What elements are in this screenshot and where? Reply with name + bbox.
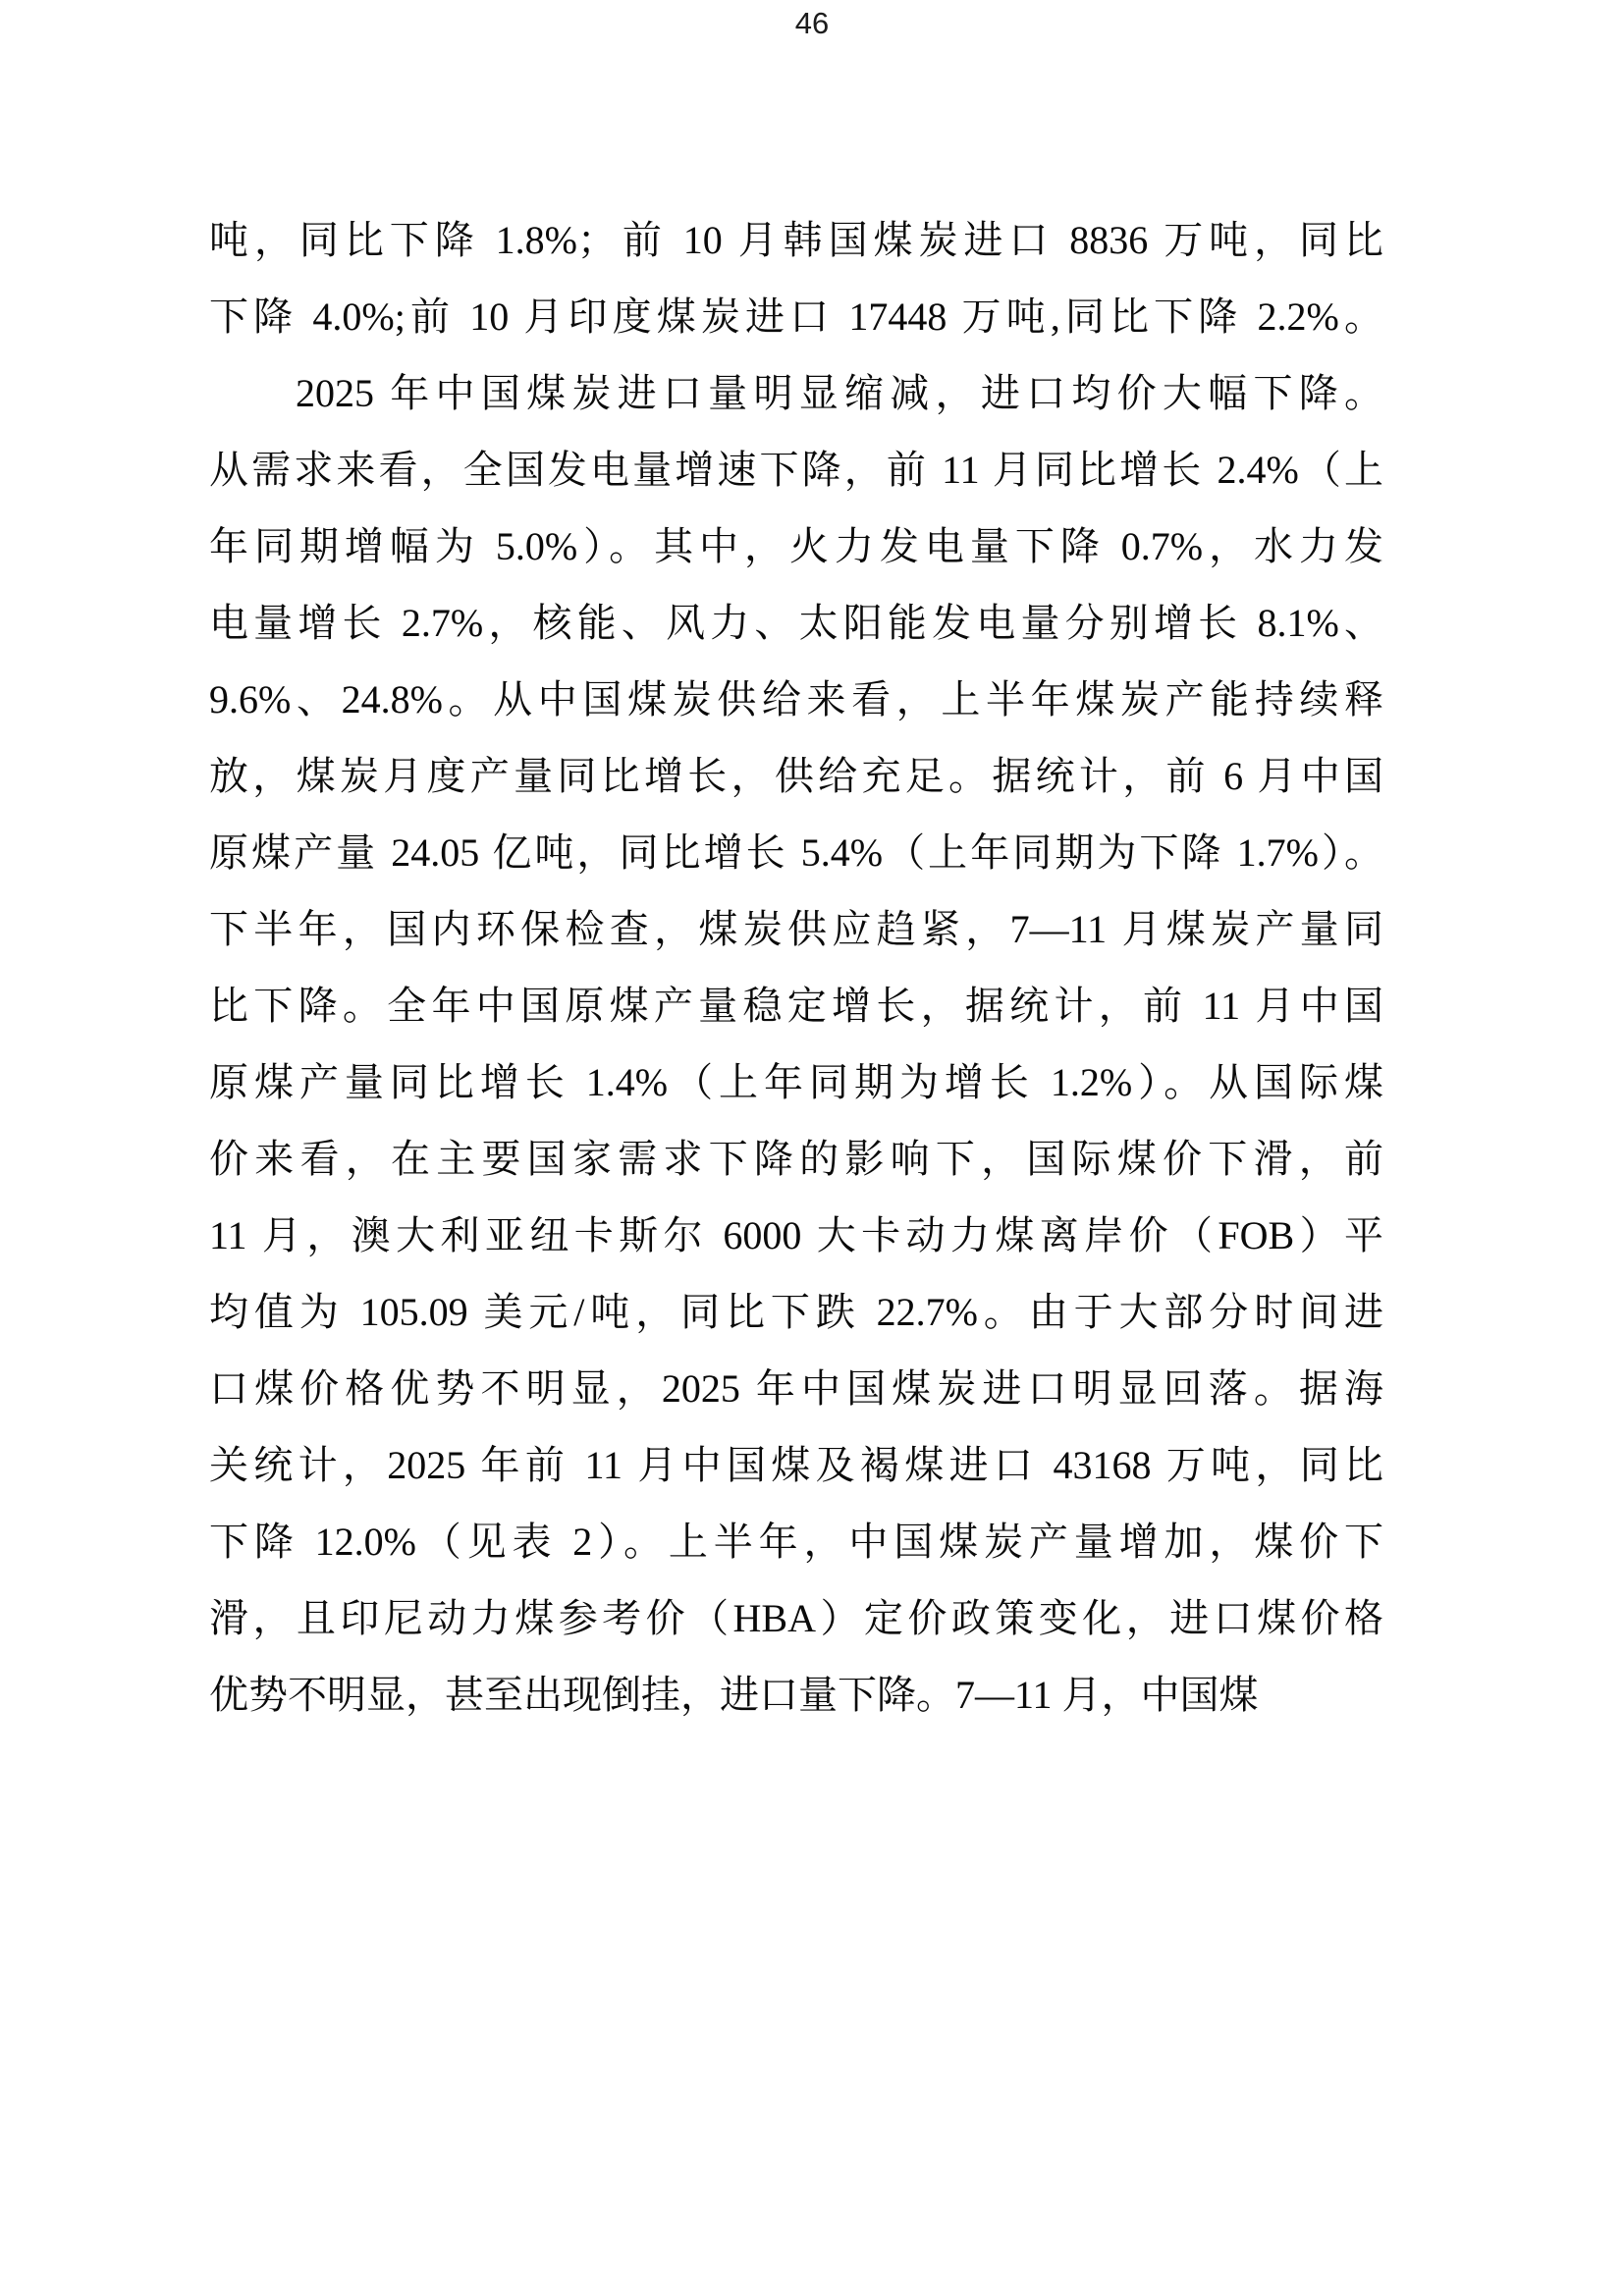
text-line: 原煤产量同比增长 1.4%（上年同期为增长 1.2%）。从国际煤 [209,1060,1383,1104]
text-line: 放，煤炭月度产量同比增长，供给充足。据统计，前 6 月中国 [209,754,1383,798]
text-line: 关统计，2025 年前 11 月中国煤及褐煤进口 43168 万吨，同比 [209,1443,1383,1487]
text-line: 下降 12.0%（见表 2）。上半年，中国煤炭产量增加，煤价下 [209,1520,1383,1564]
text-line: 电量增长 2.7%，核能、风力、太阳能发电量分别增长 8.1%、 [209,601,1383,645]
text-line: 下半年，国内环保检查，煤炭供应趋紧，7—11 月煤炭产量同 [209,907,1383,951]
text-line: 下降 4.0%;前 10 月印度煤炭进口 17448 万吨,同比下降 2.2%。 [209,294,1383,339]
text-line: 11 月，澳大利亚纽卡斯尔 6000 大卡动力煤离岸价（FOB）平 [209,1213,1383,1257]
text-line: 从需求来看，全国发电量增速下降，前 11 月同比增长 2.4%（上 [209,448,1383,492]
text-line: 比下降。全年中国原煤产量稳定增长，据统计，前 11 月中国 [209,984,1383,1028]
text-line: 口煤价格优势不明显，2025 年中国煤炭进口明显回落。据海 [209,1366,1383,1411]
text-line-paragraph-end: 优势不明显，甚至出现倒挂，进口量下降。7—11 月，中国煤 [209,1673,1259,1717]
text-line: 9.6%、24.8%。从中国煤炭供给来看，上半年煤炭产能持续释 [209,677,1383,721]
page-number: 46 [794,6,830,40]
text-line: 滑，且印尼动力煤参考价（HBA）定价政策变化，进口煤价格 [209,1596,1383,1640]
text-line: 吨，同比下降 1.8%；前 10 月韩国煤炭进口 8836 万吨，同比 [209,218,1383,262]
text-line-paragraph-start: 2025 年中国煤炭进口量明显缩减，进口均价大幅下降。 [296,371,1383,415]
document-body [209,202,1383,1734]
text-line: 均值为 105.09 美元/吨，同比下跌 22.7%。由于大部分时间进 [209,1290,1383,1334]
text-line: 原煤产量 24.05 亿吨，同比增长 5.4%（上年同期为下降 1.7%）。 [209,830,1383,875]
text-line: 年同期增幅为 5.0%）。其中，火力发电量下降 0.7%，水力发 [209,524,1383,568]
text-line: 价来看，在主要国家需求下降的影响下，国际煤价下滑，前 [209,1137,1383,1181]
